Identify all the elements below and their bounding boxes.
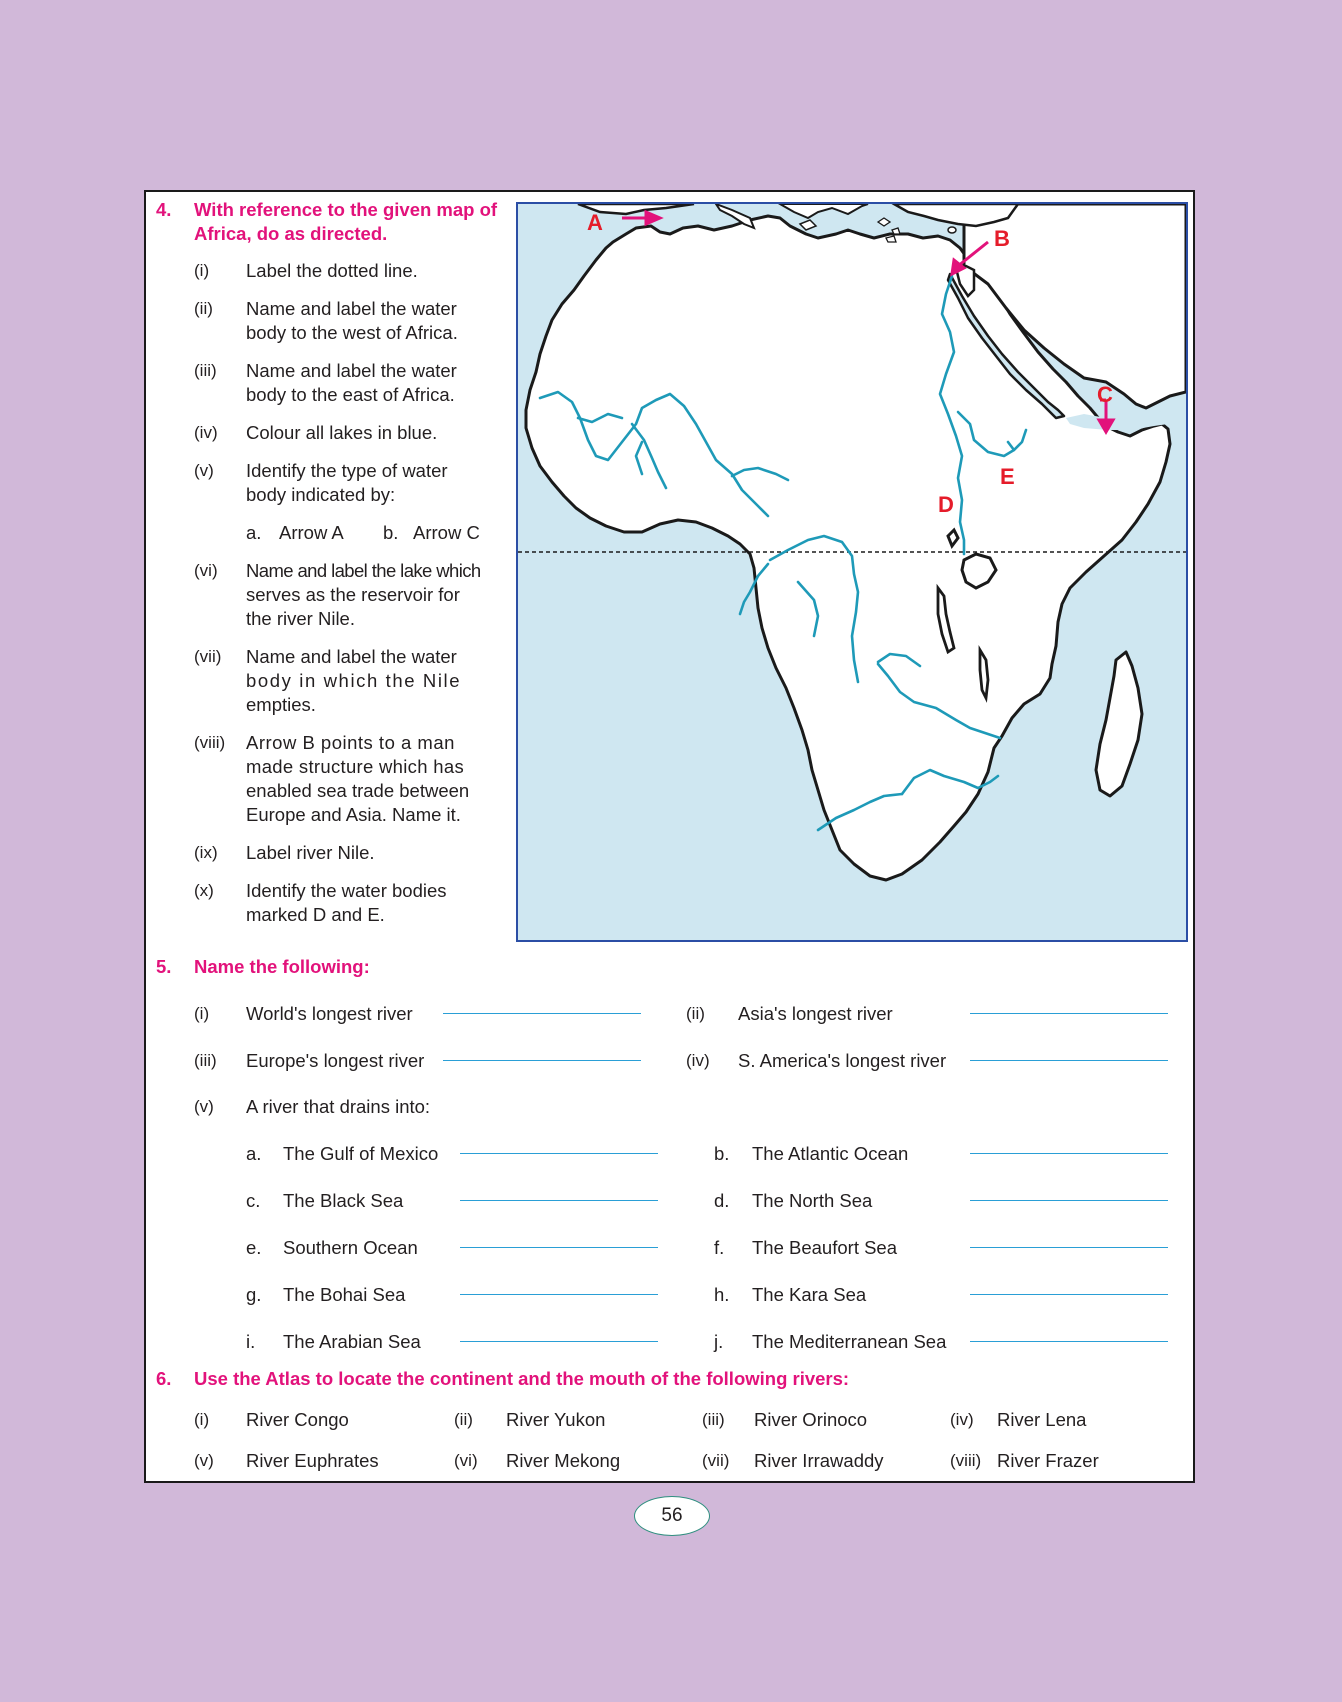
q6-river-num: (i) — [194, 1410, 210, 1429]
q4-sub-letter: a. — [246, 522, 262, 543]
answer-line[interactable] — [970, 1247, 1168, 1248]
q4-item-num: (v) — [194, 461, 214, 480]
q5-drain-text: The Arabian Sea — [283, 1331, 421, 1352]
q5-drain-letter: b. — [714, 1143, 730, 1164]
q4-sub-text: Arrow A — [279, 522, 344, 543]
q4-item-text: Europe and Asia. Name it. — [246, 804, 461, 825]
q5-drain-letter: c. — [246, 1190, 261, 1211]
madagascar — [1096, 652, 1142, 796]
q5-item-text: Europe's longest river — [246, 1050, 425, 1071]
q4-item-text: Name and label the water — [246, 646, 457, 667]
q4-item-text: Colour all lakes in blue. — [246, 422, 438, 443]
q4-item-num: (i) — [194, 261, 210, 280]
arrow-a-head — [646, 212, 660, 224]
q4-item-text: empties. — [246, 694, 316, 715]
answer-line[interactable] — [970, 1153, 1168, 1154]
q6-river-num: (v) — [194, 1451, 214, 1470]
q6-river-text: River Orinoco — [754, 1409, 868, 1430]
q5-drain-text: The Bohai Sea — [283, 1284, 406, 1305]
q6-river-text: River Frazer — [997, 1450, 1099, 1471]
q5-item-num: (iv) — [686, 1051, 710, 1070]
q6-river-num: (vii) — [702, 1451, 730, 1470]
q5-drain-text: The Gulf of Mexico — [283, 1143, 439, 1164]
map-label-d: D — [938, 492, 954, 517]
page-number: 56 — [634, 1496, 710, 1536]
africa-map-drawing — [518, 204, 1186, 940]
q4-item-text: Identify the type of water — [246, 460, 448, 481]
q4-item-num: (vi) — [194, 561, 218, 580]
q4-item-num: (ix) — [194, 843, 218, 862]
q4-item-text: the river Nile. — [246, 608, 355, 629]
q4-number: 4. — [156, 199, 172, 220]
answer-line[interactable] — [970, 1294, 1168, 1295]
answer-line[interactable] — [443, 1013, 641, 1014]
q4-heading-line1: With reference to the given map of — [194, 199, 498, 220]
q6-river-num: (iv) — [950, 1410, 974, 1429]
africa-map — [516, 202, 1188, 942]
q6-heading: Use the Atlas to locate the continent and the mouth of the following rivers: — [194, 1368, 850, 1389]
q5-drain-letter: a. — [246, 1143, 262, 1164]
map-label-e: E — [1000, 464, 1015, 489]
q4-item-text: Name and label the water — [246, 360, 457, 381]
q4-item-text: body indicated by: — [246, 484, 396, 505]
q4-item-num: (viii) — [194, 733, 226, 752]
answer-line[interactable] — [460, 1153, 658, 1154]
answer-line[interactable] — [443, 1060, 641, 1061]
answer-line[interactable] — [460, 1247, 658, 1248]
answer-line[interactable] — [970, 1013, 1168, 1014]
q4-sub-text: Arrow C — [413, 522, 480, 543]
q4-item-num: (x) — [194, 881, 214, 900]
q6-river-num: (viii) — [950, 1451, 982, 1470]
answer-line[interactable] — [970, 1200, 1168, 1201]
q4-item-text: body to the east of Africa. — [246, 384, 455, 405]
q6-river-text: River Mekong — [506, 1450, 621, 1471]
q6-river-num: (iii) — [702, 1410, 725, 1429]
map-label-c: C — [1097, 382, 1113, 407]
q5-item-text: S. America's longest river — [738, 1050, 947, 1071]
answer-line[interactable] — [460, 1200, 658, 1201]
q4-item-num: (ii) — [194, 299, 213, 318]
q4-sub-letter: b. — [383, 522, 399, 543]
answer-line[interactable] — [460, 1294, 658, 1295]
q5-item-num: (i) — [194, 1004, 210, 1023]
q5-item-text: World's longest river — [246, 1003, 413, 1024]
q6-river-text: River Yukon — [506, 1409, 606, 1430]
q5-drain-text: The Mediterranean Sea — [752, 1331, 947, 1352]
q5-drain-letter: d. — [714, 1190, 730, 1211]
q5-item-text: Asia's longest river — [738, 1003, 893, 1024]
answer-line[interactable] — [460, 1341, 658, 1342]
q5-item-num: (ii) — [686, 1004, 705, 1023]
q5-drain-letter: e. — [246, 1237, 262, 1258]
q5-drain-letter: j. — [714, 1331, 724, 1352]
q5-number: 5. — [156, 956, 172, 977]
q6-river-num: (vi) — [454, 1451, 478, 1470]
worksheet — [144, 190, 1195, 1483]
q5-drain-letter: g. — [246, 1284, 262, 1305]
map-label-a: A — [587, 210, 603, 235]
q4-item-num: (iii) — [194, 361, 217, 380]
q4-item-text: body to the west of Africa. — [246, 322, 458, 343]
q5-drain-text: Southern Ocean — [283, 1237, 418, 1258]
cyprus — [948, 227, 956, 233]
q6-river-text: River Irrawaddy — [754, 1450, 884, 1471]
q5-item-text: A river that drains into: — [246, 1096, 431, 1117]
q4-item-text: marked D and E. — [246, 904, 385, 925]
q6-river-text: River Lena — [997, 1409, 1087, 1430]
q6-number: 6. — [156, 1368, 172, 1389]
q4-item-num: (vii) — [194, 647, 222, 666]
sicily — [800, 220, 816, 230]
q5-drain-letter: f. — [714, 1237, 725, 1258]
q5-item-num: (v) — [194, 1097, 214, 1116]
q5-drain-text: The Kara Sea — [752, 1284, 867, 1305]
q5-drain-letter: i. — [246, 1331, 256, 1352]
q4-item-text: enabled sea trade between — [246, 780, 470, 801]
q5-drain-text: The North Sea — [752, 1190, 873, 1211]
q4-item-text: serves as the reservoir for — [246, 584, 460, 605]
europe-coast-east — [780, 204, 868, 218]
q4-item-text: Identify the water bodies — [246, 880, 447, 901]
answer-line[interactable] — [970, 1060, 1168, 1061]
q4-item-text: made structure which has — [246, 756, 464, 777]
q5-item-num: (iii) — [194, 1051, 217, 1070]
q4-item-num: (iv) — [194, 423, 218, 442]
q5-drain-text: The Beaufort Sea — [752, 1237, 898, 1258]
q5-heading: Name the following: — [194, 956, 370, 977]
q5-drain-letter: h. — [714, 1284, 730, 1305]
q4-heading-line2: Africa, do as directed. — [194, 223, 388, 244]
map-label-b: B — [994, 226, 1010, 251]
q6-river-text: River Euphrates — [246, 1450, 379, 1471]
q4-item-text: Arrow B points to a man — [246, 732, 455, 753]
q6-river-num: (ii) — [454, 1410, 473, 1429]
q4-item-text: Name and label the lake which — [246, 560, 481, 581]
q5-drain-text: The Atlantic Ocean — [752, 1143, 909, 1164]
answer-line[interactable] — [970, 1341, 1168, 1342]
q4-item-text: Name and label the water — [246, 298, 457, 319]
q6-river-text: River Congo — [246, 1409, 349, 1430]
q5-drain-text: The Black Sea — [283, 1190, 404, 1211]
q4-item-text: Label river Nile. — [246, 842, 375, 863]
q4-item-text: body in which the Nile — [246, 670, 462, 691]
q4-item-text: Label the dotted line. — [246, 260, 418, 281]
